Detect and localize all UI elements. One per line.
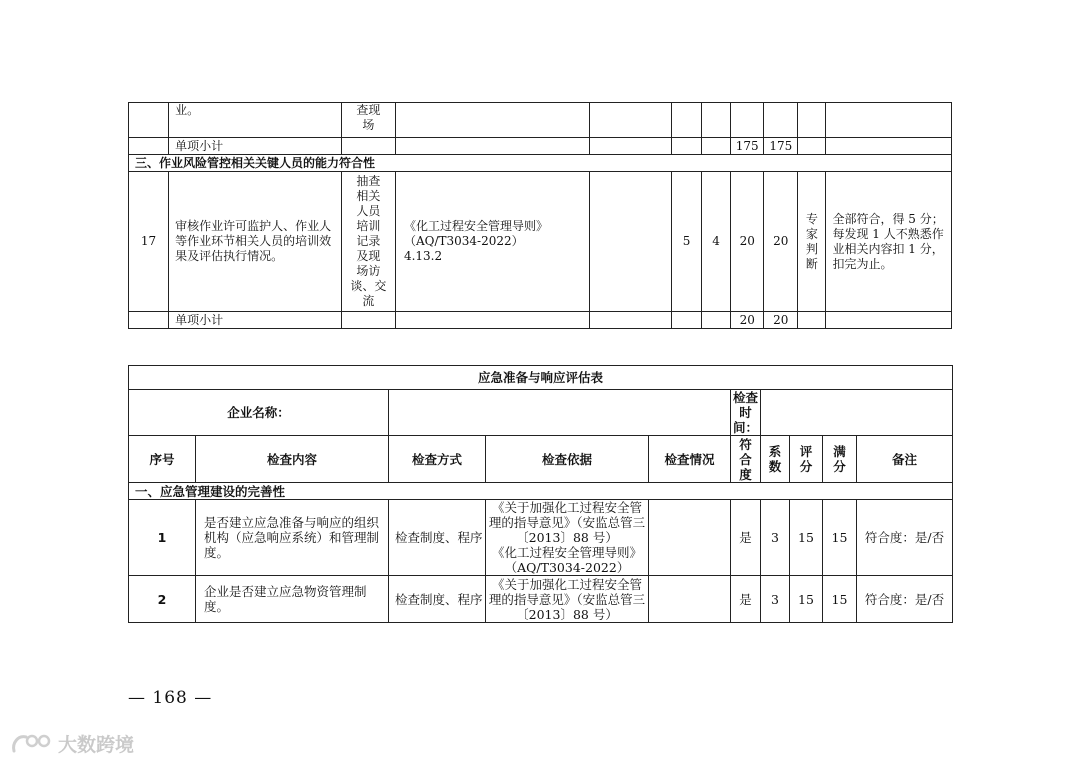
coefficient-cell: 3 [761, 500, 790, 576]
check-content-cell: 业。 [169, 103, 342, 138]
conformity-cell: 是 [731, 576, 761, 623]
header-coefficient: 系 数 [761, 436, 790, 483]
conformity-cell: 5 [671, 172, 701, 312]
judgement-method-cell: 专 家 判 断 [798, 172, 826, 312]
score-cell: 15 [790, 500, 823, 576]
subtotal-label: 单项小计 [169, 312, 342, 329]
header-score: 评 分 [790, 436, 823, 483]
remark-cell: 符合度：是/否 [857, 500, 953, 576]
check-situation-cell [649, 576, 731, 623]
conformity-cell: 是 [731, 500, 761, 576]
check-content-cell: 是否建立应急准备与响应的组织机构（应急响应系统）和管理制度。 [196, 500, 389, 576]
section-row [129, 483, 953, 500]
check-basis-cell: 《关于加强化工过程安全管理的指导意见》（安监总管三〔2013〕88 号） 《化工过程安全管理导则》（AQ/T3034-2022） [486, 500, 649, 576]
coefficient-cell: 4 [702, 172, 731, 312]
subtotal-score: 20 [731, 312, 764, 329]
check-content-cell: 企业是否建立应急物资管理制度。 [196, 576, 389, 623]
table-title: 应急准备与响应评估表 [129, 366, 953, 390]
header-situation: 检查情况 [649, 436, 731, 483]
score-cell: 20 [731, 172, 764, 312]
table-row [129, 172, 952, 312]
header-basis: 检查依据 [486, 436, 649, 483]
table-row [129, 103, 952, 138]
check-method-cell: 查现 场 [341, 103, 395, 138]
header-conformity: 符 合 度 [731, 436, 761, 483]
header-method: 检查方式 [389, 436, 486, 483]
subtotal-score: 175 [731, 138, 764, 155]
coefficient-cell: 3 [761, 576, 790, 623]
watermark-text: 大数跨境 [58, 734, 135, 756]
company-name-label: 企业名称： [129, 390, 389, 436]
page-number: — 168 — [128, 688, 213, 708]
header-remark: 备注 [857, 436, 953, 483]
subtotal-row [129, 138, 952, 155]
check-time-field [761, 390, 953, 436]
check-basis-cell: 《化工过程安全管理导则》 （AQ/T3034-2022） 4.13.2 [395, 172, 589, 312]
weibo-style-logo-icon [10, 731, 54, 757]
check-situation-cell [649, 500, 731, 576]
table-row [129, 500, 953, 576]
check-content-cell: 审核作业许可监护人、作业人等作业环节相关人员的培训效果及评估执行情况。 [169, 172, 342, 312]
header-row [129, 436, 953, 483]
score-cell: 15 [790, 576, 823, 623]
full-score-cell: 15 [823, 576, 857, 623]
subtotal-full: 175 [764, 138, 798, 155]
check-method-cell: 抽查 相关 人员 培训 记录 及现 场访 谈、交 流 [341, 172, 395, 312]
table-title-row [129, 366, 953, 390]
item-number: 1 [129, 500, 196, 576]
scoring-rule-cell: 全部符合，得 5 分；每发现 1 人不熟悉作业相关内容扣 1 分，扣完为止。 [826, 172, 952, 312]
subtotal-label: 单项小计 [169, 138, 342, 155]
watermark-logo [10, 730, 134, 757]
subtotal-row [129, 312, 952, 329]
item-number: 2 [129, 576, 196, 623]
header-full-score: 满 分 [823, 436, 857, 483]
full-score-cell: 15 [823, 500, 857, 576]
remark-cell: 符合度：是/否 [857, 576, 953, 623]
check-method-cell: 检查制度、程序 [389, 500, 486, 576]
header-content: 检查内容 [196, 436, 389, 483]
emergency-assessment-table [128, 365, 953, 623]
header-no: 序号 [129, 436, 196, 483]
company-name-field [389, 390, 731, 436]
full-score-cell: 20 [764, 172, 798, 312]
check-basis-cell: 《关于加强化工过程安全管理的指导意见》（安监总管三〔2013〕88 号） [486, 576, 649, 623]
table-row [129, 576, 953, 623]
check-method-cell: 检查制度、程序 [389, 576, 486, 623]
section-row [129, 155, 952, 172]
item-number: 17 [129, 172, 169, 312]
check-time-label: 检查时间： [731, 390, 761, 436]
subtotal-full: 20 [764, 312, 798, 329]
section-title: 三、作业风险管控相关关键人员的能力符合性 [129, 155, 952, 172]
assessment-table-continued [128, 102, 952, 329]
company-info-row [129, 390, 953, 436]
section-title: 一、应急管理建设的完善性 [129, 483, 953, 500]
